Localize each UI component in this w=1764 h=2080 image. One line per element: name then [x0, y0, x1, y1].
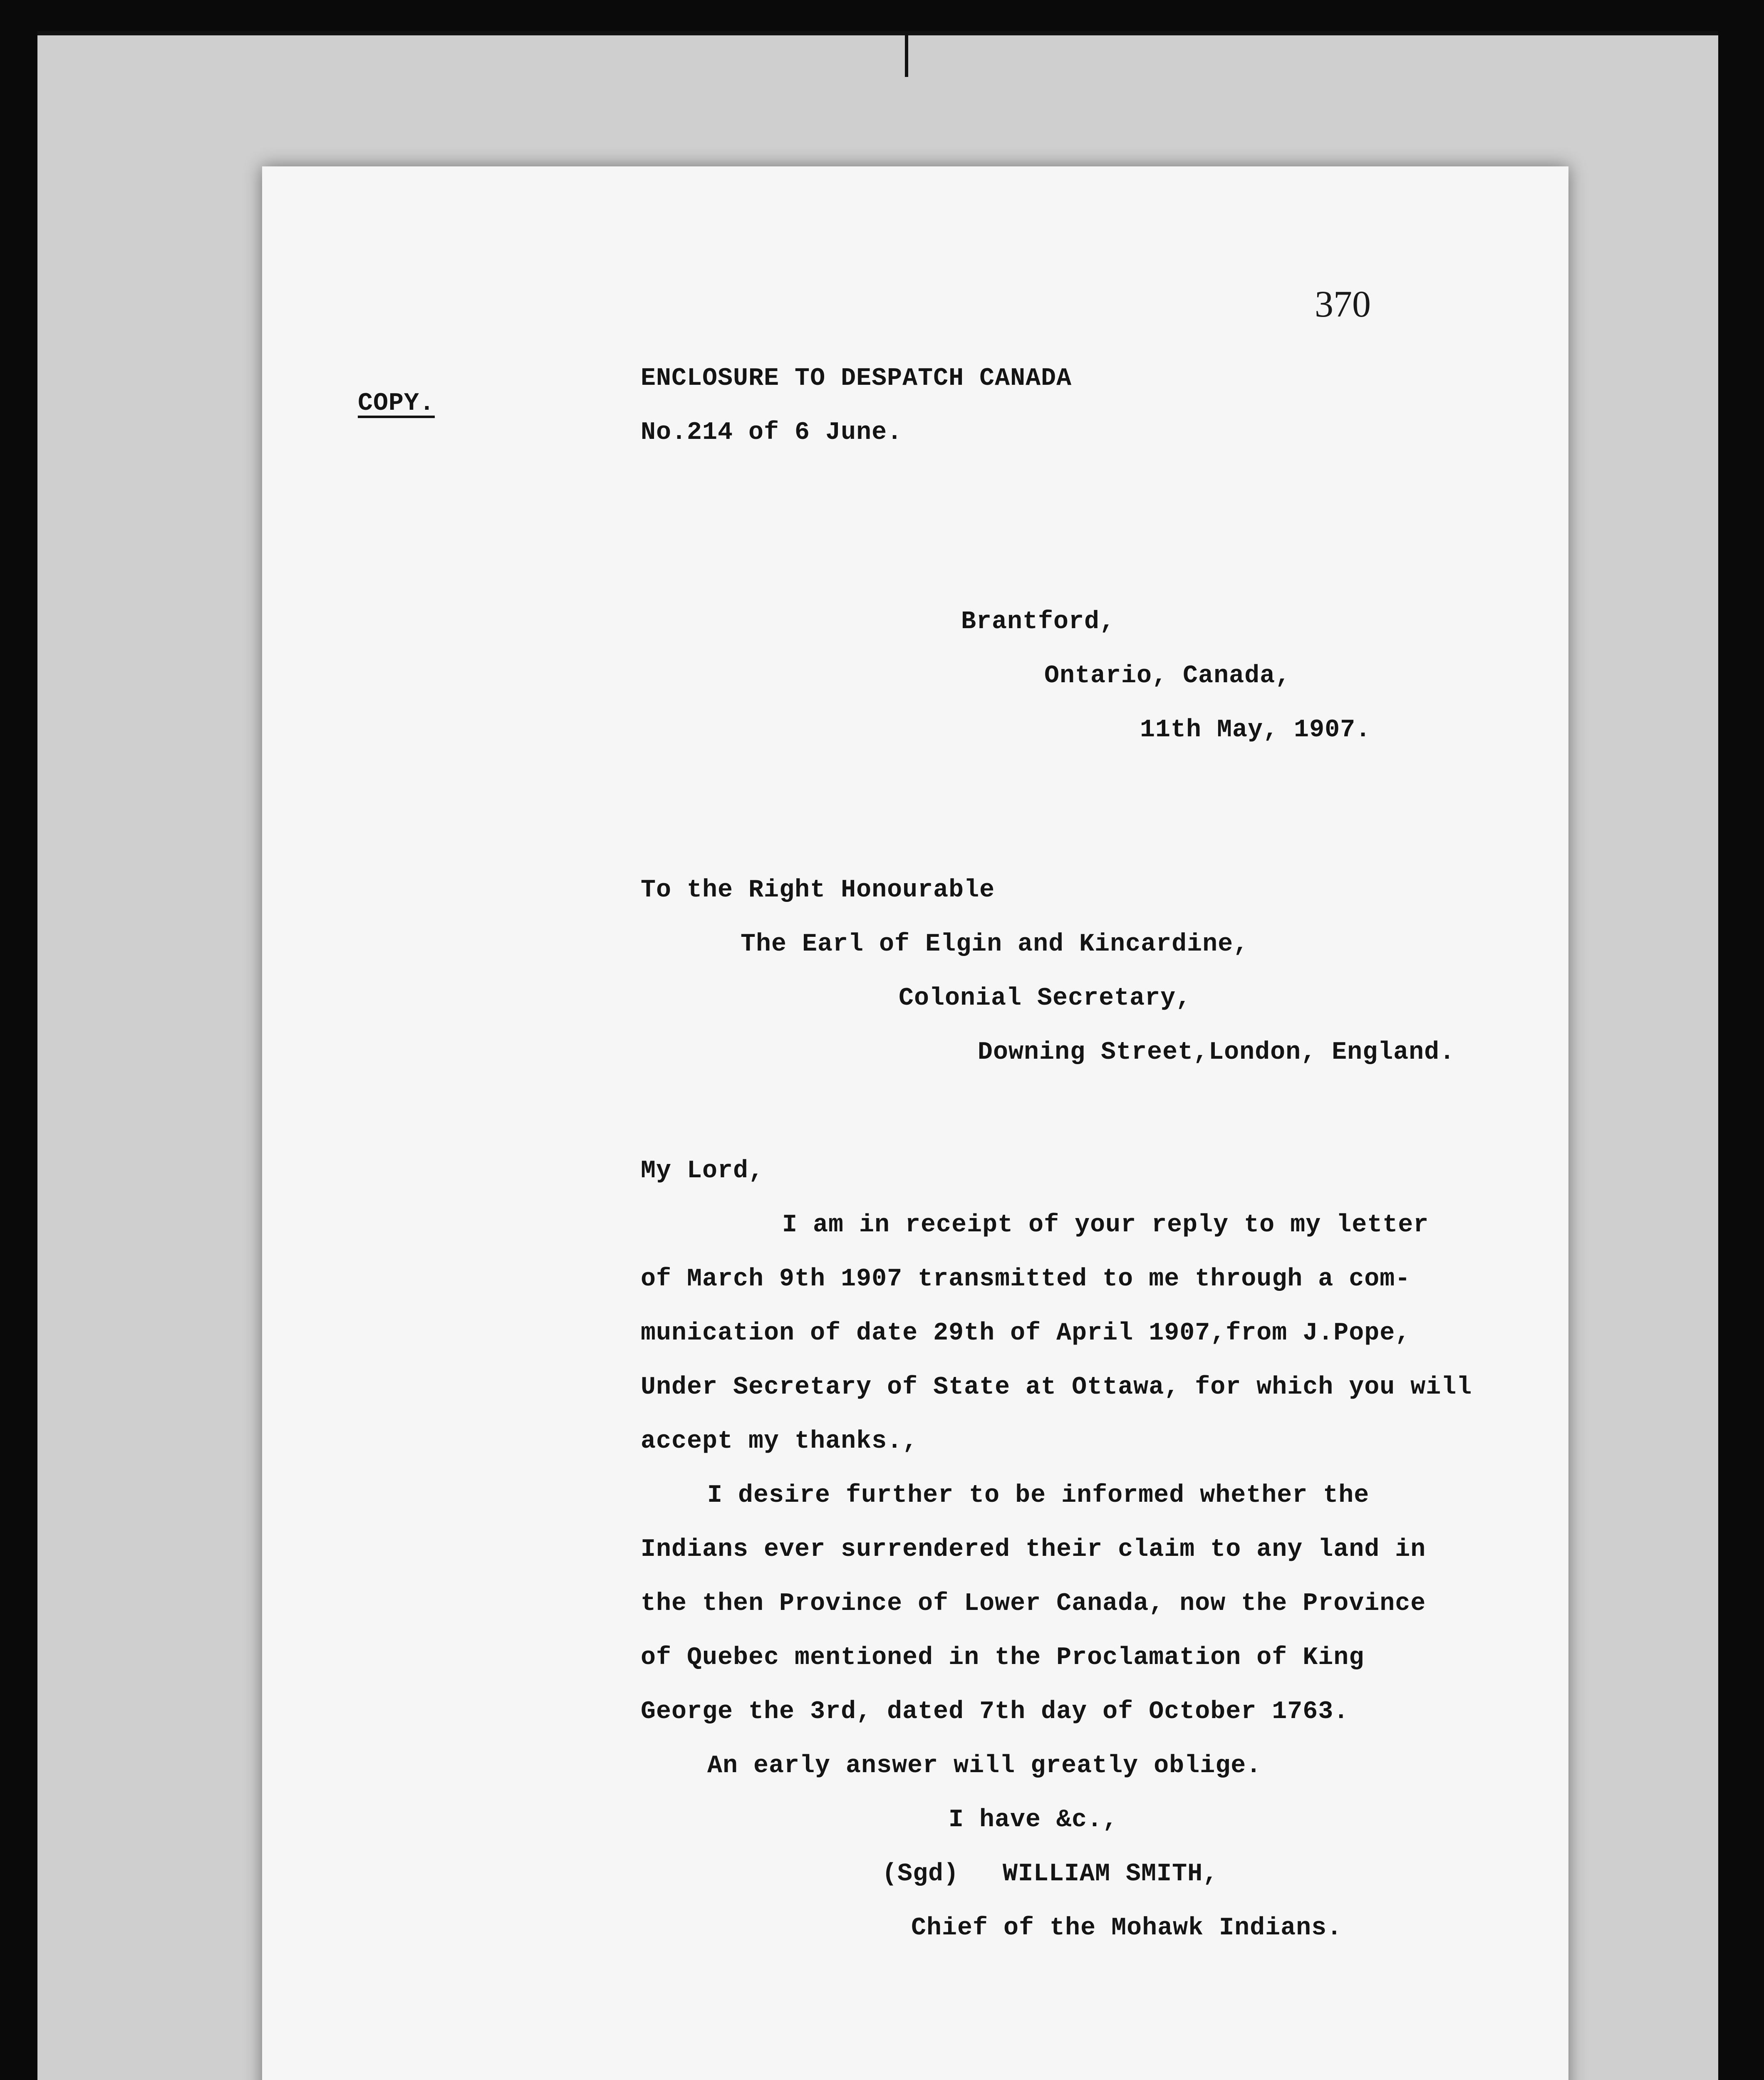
body-p1-line-1: I am in receipt of your reply to my letter [782, 1211, 1429, 1239]
document-page [262, 166, 1568, 2080]
frame-tick [905, 31, 908, 77]
letter-date: 11th May, 1907. [1140, 716, 1371, 744]
body-p3: An early answer will greatly oblige. [707, 1752, 1262, 1780]
body-p2-line-4: of Quebec mentioned in the Proclamation of King [641, 1644, 1365, 1672]
body-p2-line-2: Indians ever surrendered their claim to any land in [641, 1535, 1426, 1564]
address-province: Ontario, Canada, [1044, 662, 1291, 690]
signed-mark: (Sgd) [882, 1860, 959, 1888]
body-p2-line-3: the then Province of Lower Canada, now the Province [641, 1590, 1426, 1618]
signatory-name: WILLIAM SMITH, [1003, 1860, 1219, 1888]
body-p2-line-1: I desire further to be informed whether the [707, 1481, 1370, 1510]
frame-top-edge [37, 31, 1718, 35]
body-p1-line-3: munication of date 29th of April 1907,from J.Pope, [641, 1319, 1411, 1347]
body-p1-line-5: accept my thanks., [641, 1427, 918, 1456]
salutation: My Lord, [641, 1157, 764, 1185]
body-p2-line-5: George the 3rd, dated 7th day of October 1763. [641, 1698, 1349, 1726]
recipient-line-2: The Earl of Elgin and Kincardine, [741, 930, 1249, 958]
signatory-title: Chief of the Mohawk Indians. [911, 1914, 1343, 1942]
page-number: 370 [1315, 284, 1371, 325]
enclosure-line-1: ENCLOSURE TO DESPATCH CANADA [641, 364, 1072, 393]
recipient-line-3: Colonial Secretary, [899, 984, 1192, 1013]
recipient-line-4: Downing Street,London, England. [978, 1038, 1455, 1067]
enclosure-line-2: No.214 of 6 June. [641, 418, 903, 447]
address-city: Brantford, [961, 608, 1115, 636]
body-p1-line-4: Under Secretary of State at Ottawa, for which you will [641, 1373, 1472, 1402]
closing-line: I have &c., [949, 1806, 1118, 1834]
recipient-line-1: To the Right Honourable [641, 876, 995, 904]
copy-label: COPY. [358, 389, 435, 418]
body-p1-line-2: of March 9th 1907 transmitted to me through a com- [641, 1265, 1411, 1293]
